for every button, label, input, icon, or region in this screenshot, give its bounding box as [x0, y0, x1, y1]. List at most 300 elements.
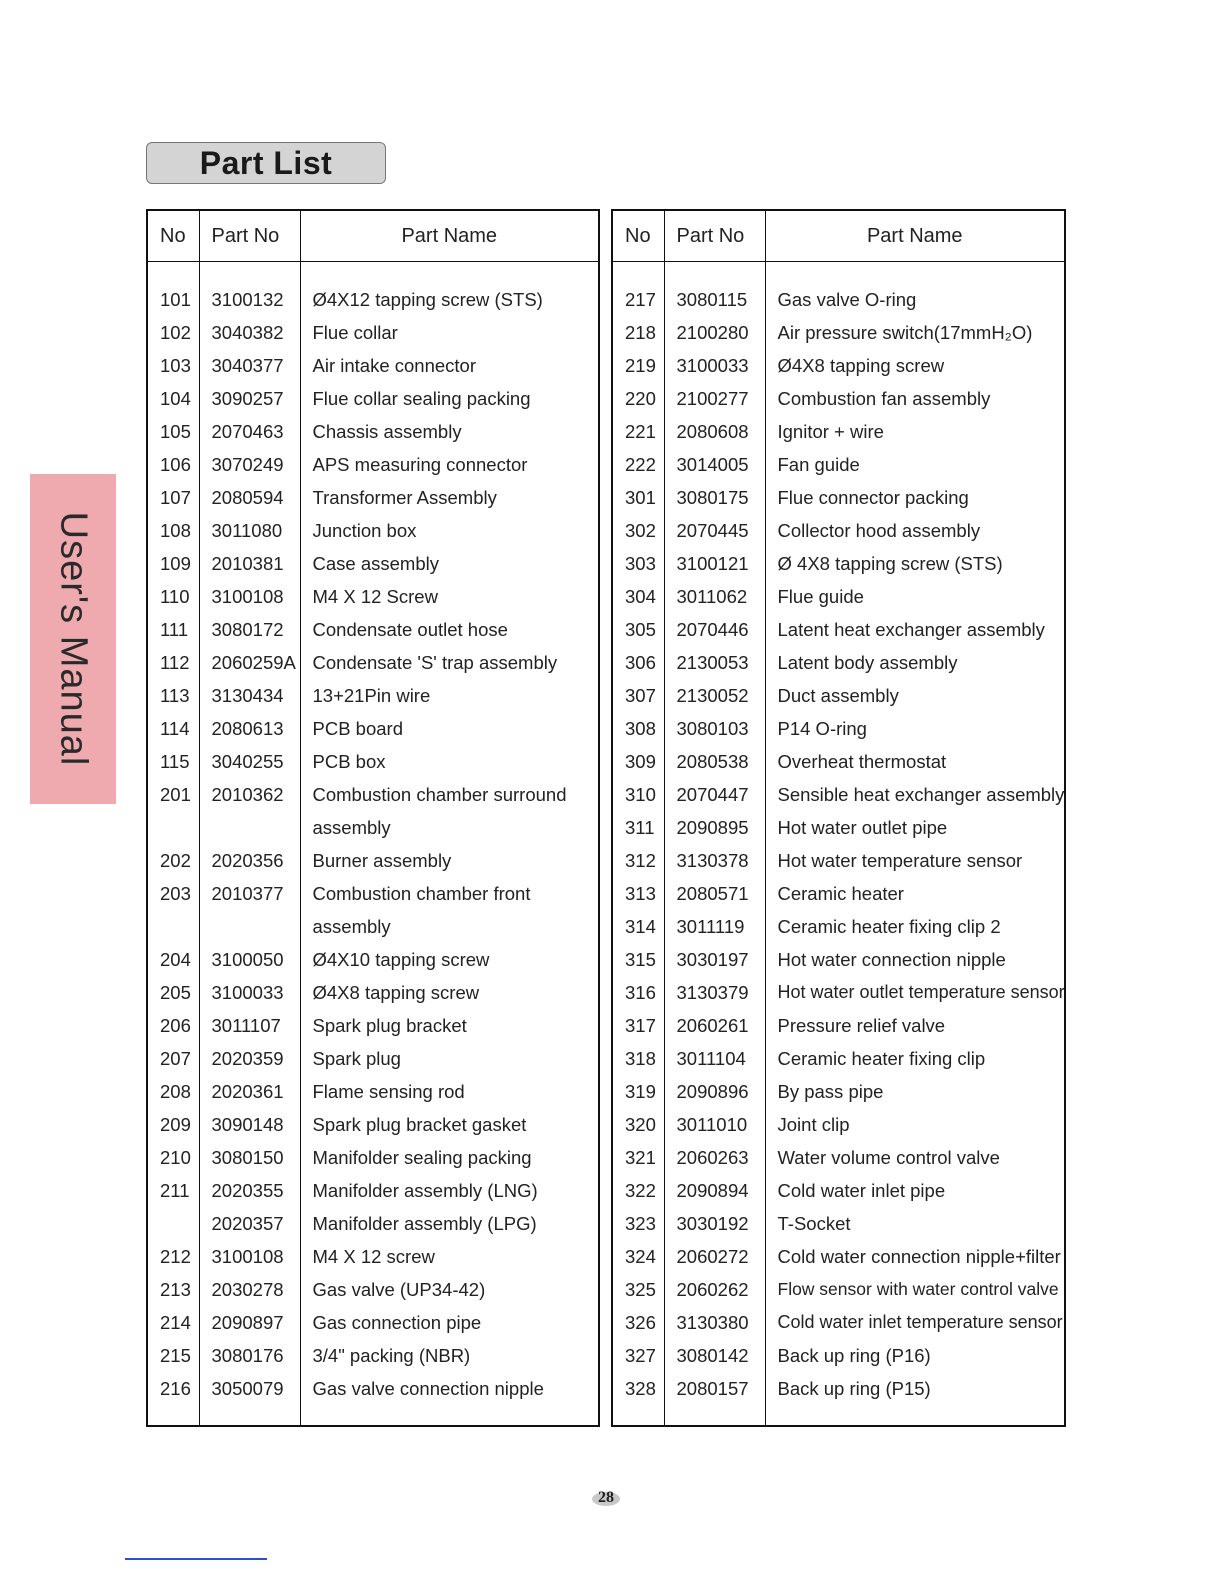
cell-part-no: 2070463 [199, 415, 300, 448]
cell-part-name: Combustion fan assembly [765, 382, 1065, 415]
cell-part-name: Ø4X12 tapping screw (STS) [300, 283, 599, 316]
cell-no: 201 [160, 783, 191, 805]
cell-part-no: 2060263 [664, 1141, 765, 1174]
table-row [612, 844, 1065, 877]
cell-part-no: 3100050 [199, 943, 300, 976]
cell-part-no: 2010377 [199, 877, 300, 910]
cell-part-name: Ignitor + wire [765, 415, 1065, 448]
table-row [612, 349, 1065, 382]
spacer-cell [612, 262, 664, 284]
cell-part-no: 3100033 [664, 349, 765, 382]
cell-part-name: Gas valve O-ring [765, 283, 1065, 316]
cell-part-no: 3100132 [199, 283, 300, 316]
cell-part-no: 3100121 [664, 547, 765, 580]
cell-part-no: 2130052 [664, 679, 765, 712]
cell-no: 107 [160, 486, 191, 508]
cell-no: 216 [160, 1377, 191, 1399]
cell-part-no: 2090894 [664, 1174, 765, 1207]
cell-part-no: 2020355 [199, 1174, 300, 1207]
table-row [147, 613, 599, 646]
cell-no: 208 [160, 1080, 191, 1102]
spacer-cell [664, 262, 765, 284]
cell-part-no: 3040382 [199, 316, 300, 349]
cell-part-name: Burner assembly [300, 844, 599, 877]
cell-part-name: P14 O-ring [765, 712, 1065, 745]
cell-no: 212 [160, 1245, 191, 1267]
cell-part-name: Cold water connection nipple+filter [765, 1240, 1065, 1273]
page-title: Part List [199, 144, 333, 181]
table-row [612, 679, 1065, 712]
cell-no: 206 [160, 1014, 191, 1036]
cell-no: 222 [625, 453, 656, 475]
cell-no [147, 811, 199, 844]
table-row [147, 1306, 599, 1339]
cell-part-no: 3090148 [199, 1108, 300, 1141]
cell-no: 301 [625, 486, 656, 508]
cell-part-name: Spark plug bracket gasket [300, 1108, 599, 1141]
cell-part-no: 3080103 [664, 712, 765, 745]
table-row [612, 1372, 1065, 1405]
filler-cell [199, 1405, 300, 1426]
filler-cell [147, 1405, 199, 1426]
table-row [612, 316, 1065, 349]
table-row [147, 976, 599, 1009]
cell-part-name: Flue guide [765, 580, 1065, 613]
cell-no [147, 1207, 199, 1240]
table-row [147, 679, 599, 712]
cell-part-name: Ceramic heater fixing clip 2 [765, 910, 1065, 943]
cell-part-no: 3011010 [664, 1108, 765, 1141]
cell-no: 204 [160, 948, 191, 970]
cell-part-name: Collector hood assembly [765, 514, 1065, 547]
table-row [612, 778, 1065, 811]
cell-part-name: APS measuring connector [300, 448, 599, 481]
cell-part-name: Gas connection pipe [300, 1306, 599, 1339]
cell-part-no: 3030197 [664, 943, 765, 976]
cell-no: 311 [625, 816, 655, 838]
table-row [612, 943, 1065, 976]
cell-no: 315 [625, 948, 656, 970]
cell-no: 110 [160, 585, 190, 607]
header-part-no: Part No [199, 210, 300, 262]
cell-no: 306 [625, 651, 656, 673]
cell-part-no [199, 811, 300, 844]
cell-part-no: 2060262 [664, 1273, 765, 1306]
cell-part-no: 2010381 [199, 547, 300, 580]
cell-part-no: 3011107 [199, 1009, 300, 1042]
cell-part-name: Hot water temperature sensor [765, 844, 1065, 877]
table-row [612, 547, 1065, 580]
cell-part-no: 2090896 [664, 1075, 765, 1108]
cell-no: 210 [160, 1146, 191, 1168]
cell-no: 220 [625, 387, 656, 409]
table-row [612, 283, 1065, 316]
cell-no: 102 [160, 321, 191, 343]
cell-part-no: 2130053 [664, 646, 765, 679]
cell-part-name: Air pressure switch(17mmH₂O) [765, 316, 1065, 349]
cell-part-name: Flue connector packing [765, 481, 1065, 514]
table-row [612, 976, 1065, 1009]
table-row [612, 712, 1065, 745]
header-part-no: Part No [664, 210, 765, 262]
table-row [612, 877, 1065, 910]
table-row [612, 1075, 1065, 1108]
cell-no: 312 [625, 849, 656, 871]
page-number [588, 1487, 624, 1509]
table-row [147, 481, 599, 514]
filler-cell [612, 1405, 664, 1426]
cell-part-name: Water volume control valve [765, 1141, 1065, 1174]
table-row [612, 1339, 1065, 1372]
cell-part-name: Joint clip [765, 1108, 1065, 1141]
cell-part-name: Cold water inlet temperature sensor [765, 1306, 1065, 1339]
cell-no: 211 [160, 1179, 190, 1201]
cell-part-no: 3090257 [199, 382, 300, 415]
table-row [612, 1108, 1065, 1141]
cell-no: 308 [625, 717, 656, 739]
cell-no: 111 [160, 618, 189, 640]
cell-part-no: 3011119 [664, 910, 765, 943]
cell-part-no: 3011062 [664, 580, 765, 613]
table-row [612, 1009, 1065, 1042]
cell-no [147, 910, 199, 943]
cell-part-name: PCB box [300, 745, 599, 778]
cell-part-no: 2060272 [664, 1240, 765, 1273]
table-row [612, 415, 1065, 448]
cell-part-name: Manifolder assembly (LPG) [300, 1207, 599, 1240]
table-row [612, 1042, 1065, 1075]
spacer-cell [147, 262, 199, 284]
cell-part-name: assembly [300, 910, 599, 943]
cell-no: 309 [625, 750, 656, 772]
bottom-rule [125, 1558, 267, 1560]
spacer-cell [300, 262, 599, 284]
cell-no: 106 [160, 453, 191, 475]
cell-no: 303 [625, 552, 656, 574]
cell-no: 314 [625, 915, 656, 937]
cell-part-no: 2100277 [664, 382, 765, 415]
side-tab-label: User's Manual [52, 511, 95, 767]
cell-part-name: Condensate outlet hose [300, 613, 599, 646]
cell-part-no: 2020361 [199, 1075, 300, 1108]
cell-part-no: 2060261 [664, 1009, 765, 1042]
cell-no: 215 [160, 1344, 191, 1366]
cell-part-name: Spark plug [300, 1042, 599, 1075]
cell-part-no: 2020356 [199, 844, 300, 877]
table-row [147, 349, 599, 382]
table-row [612, 910, 1065, 943]
cell-part-name: M4 X 12 screw [300, 1240, 599, 1273]
cell-no: 324 [625, 1245, 656, 1267]
cell-part-no: 3130380 [664, 1306, 765, 1339]
cell-no: 325 [625, 1278, 656, 1300]
cell-part-name: Chassis assembly [300, 415, 599, 448]
table-row [147, 1042, 599, 1075]
cell-part-no: 3080175 [664, 481, 765, 514]
cell-part-name: PCB board [300, 712, 599, 745]
cell-part-name: assembly [300, 811, 599, 844]
table-row [147, 1075, 599, 1108]
table-row [612, 745, 1065, 778]
table-row [612, 1174, 1065, 1207]
table-row [147, 877, 599, 910]
cell-part-no: 3100108 [199, 1240, 300, 1273]
cell-part-no: 3080176 [199, 1339, 300, 1372]
cell-no: 328 [625, 1377, 656, 1399]
cell-no: 103 [160, 354, 191, 376]
table-row [612, 580, 1065, 613]
cell-no: 313 [625, 882, 656, 904]
cell-no: 115 [160, 750, 190, 772]
cell-no: 321 [625, 1146, 656, 1168]
cell-no: 323 [625, 1212, 656, 1234]
header-part-name: Part Name [765, 210, 1065, 262]
cell-part-name: Ø4X10 tapping screw [300, 943, 599, 976]
cell-part-no: 2020357 [199, 1207, 300, 1240]
cell-no: 109 [160, 552, 191, 574]
cell-part-name: Flame sensing rod [300, 1075, 599, 1108]
header-no: No [612, 210, 664, 262]
cell-part-name: Back up ring (P15) [765, 1372, 1065, 1405]
cell-no: 205 [160, 981, 191, 1003]
table-row [147, 811, 599, 844]
table-row [147, 1174, 599, 1207]
filler-cell [765, 1405, 1065, 1426]
cell-part-no: 2070445 [664, 514, 765, 547]
parts-table-left [146, 209, 600, 1427]
cell-part-no: 2090897 [199, 1306, 300, 1339]
cell-no: 310 [625, 783, 656, 805]
table-row [147, 1273, 599, 1306]
cell-part-no: 2090895 [664, 811, 765, 844]
cell-part-name: Spark plug bracket [300, 1009, 599, 1042]
cell-part-name: Flue collar [300, 316, 599, 349]
cell-part-name: Transformer Assembly [300, 481, 599, 514]
cell-part-name: Manifolder sealing packing [300, 1141, 599, 1174]
cell-part-no: 2070446 [664, 613, 765, 646]
cell-part-name: Hot water connection nipple [765, 943, 1065, 976]
users-manual-side-tab [30, 474, 116, 804]
cell-no: 218 [625, 321, 656, 343]
cell-part-name: Cold water inlet pipe [765, 1174, 1065, 1207]
cell-part-no: 2060259A [199, 646, 300, 679]
spacer-row [612, 262, 1065, 284]
cell-part-no: 3011080 [199, 514, 300, 547]
cell-no: 327 [625, 1344, 656, 1366]
cell-part-no: 3080115 [664, 283, 765, 316]
filler-row [612, 1405, 1065, 1426]
table-row [147, 382, 599, 415]
cell-no: 203 [160, 882, 191, 904]
cell-no: 101 [160, 288, 191, 310]
cell-part-no: 2100280 [664, 316, 765, 349]
table-row [612, 1240, 1065, 1273]
cell-no: 112 [160, 651, 190, 673]
cell-part-name: Ø 4X8 tapping screw (STS) [765, 547, 1065, 580]
cell-part-no: 3011104 [664, 1042, 765, 1075]
cell-part-name: Hot water outlet temperature sensor [765, 976, 1065, 1009]
table-row [147, 646, 599, 679]
cell-part-no: 2010362 [199, 778, 300, 811]
cell-part-name: Flow sensor with water control valve [765, 1273, 1065, 1306]
table-row [612, 448, 1065, 481]
part-list-title-box [146, 142, 386, 184]
table-row [147, 1207, 599, 1240]
cell-no: 105 [160, 420, 191, 442]
cell-part-name: Flue collar sealing packing [300, 382, 599, 415]
cell-part-name: Combustion chamber surround [300, 778, 599, 811]
cell-part-name: Junction box [300, 514, 599, 547]
table-row [147, 580, 599, 613]
cell-part-no: 3040377 [199, 349, 300, 382]
cell-no: 213 [160, 1278, 191, 1300]
table-row [147, 844, 599, 877]
cell-part-no: 3100033 [199, 976, 300, 1009]
cell-part-no: 2020359 [199, 1042, 300, 1075]
table-row [147, 1009, 599, 1042]
cell-part-name: Back up ring (P16) [765, 1339, 1065, 1372]
cell-part-name: 3/4" packing (NBR) [300, 1339, 599, 1372]
cell-no: 307 [625, 684, 656, 706]
cell-part-no [199, 910, 300, 943]
cell-no: 326 [625, 1311, 656, 1333]
cell-part-name: M4 X 12 Screw [300, 580, 599, 613]
cell-part-name: Condensate 'S' trap assembly [300, 646, 599, 679]
cell-part-name: Case assembly [300, 547, 599, 580]
cell-part-name: By pass pipe [765, 1075, 1065, 1108]
cell-part-name: Fan guide [765, 448, 1065, 481]
cell-no: 217 [625, 288, 656, 310]
table-row [612, 382, 1065, 415]
table-row [612, 481, 1065, 514]
table-row [147, 547, 599, 580]
cell-no: 318 [625, 1047, 656, 1069]
cell-part-no: 2080538 [664, 745, 765, 778]
cell-part-name: Latent body assembly [765, 646, 1065, 679]
cell-no: 202 [160, 849, 191, 871]
table-row [147, 1372, 599, 1405]
table-row [612, 1141, 1065, 1174]
table-row [147, 1339, 599, 1372]
cell-no: 317 [625, 1014, 656, 1036]
filler-row [147, 1405, 599, 1426]
cell-no: 302 [625, 519, 656, 541]
cell-no: 214 [160, 1311, 191, 1333]
cell-part-name: 13+21Pin wire [300, 679, 599, 712]
cell-part-name: Manifolder assembly (LNG) [300, 1174, 599, 1207]
cell-no: 305 [625, 618, 656, 640]
cell-part-no: 2080571 [664, 877, 765, 910]
cell-part-no: 2030278 [199, 1273, 300, 1306]
cell-part-name: Duct assembly [765, 679, 1065, 712]
cell-no: 320 [625, 1113, 656, 1135]
cell-part-no: 2080608 [664, 415, 765, 448]
table-row [147, 283, 599, 316]
cell-part-no: 3130378 [664, 844, 765, 877]
cell-part-no: 2080594 [199, 481, 300, 514]
header-no: No [147, 210, 199, 262]
cell-no: 319 [625, 1080, 656, 1102]
cell-no: 209 [160, 1113, 191, 1135]
table-row [612, 646, 1065, 679]
cell-part-no: 3030192 [664, 1207, 765, 1240]
table-row [612, 1306, 1065, 1339]
cell-part-no: 3040255 [199, 745, 300, 778]
table-row [612, 613, 1065, 646]
cell-part-name: Air intake connector [300, 349, 599, 382]
cell-part-no: 3080142 [664, 1339, 765, 1372]
table-row [147, 778, 599, 811]
table-row [147, 1141, 599, 1174]
table-row [147, 415, 599, 448]
cell-part-no: 3050079 [199, 1372, 300, 1405]
cell-part-name: Ø4X8 tapping screw [765, 349, 1065, 382]
table-row [147, 943, 599, 976]
table-row [147, 712, 599, 745]
cell-part-name: Sensible heat exchanger assembly [765, 778, 1065, 811]
cell-part-name: Gas valve (UP34-42) [300, 1273, 599, 1306]
cell-part-name: Hot water outlet pipe [765, 811, 1065, 844]
filler-cell [300, 1405, 599, 1426]
cell-no: 219 [625, 354, 656, 376]
table-row [147, 910, 599, 943]
cell-no: 104 [160, 387, 191, 409]
spacer-cell [199, 262, 300, 284]
page-number-label: 28 [598, 1489, 614, 1506]
cell-no: 114 [160, 717, 190, 739]
cell-part-no: 3070249 [199, 448, 300, 481]
table-row [147, 448, 599, 481]
cell-part-no: 3080150 [199, 1141, 300, 1174]
cell-part-name: Combustion chamber front [300, 877, 599, 910]
cell-part-name: Pressure relief valve [765, 1009, 1065, 1042]
cell-part-name: Gas valve connection nipple [300, 1372, 599, 1405]
table-row [147, 745, 599, 778]
table-row [612, 514, 1065, 547]
cell-no: 322 [625, 1179, 656, 1201]
cell-part-no: 3130379 [664, 976, 765, 1009]
parts-table-right [611, 209, 1066, 1427]
cell-no: 113 [160, 684, 190, 706]
cell-part-no: 3014005 [664, 448, 765, 481]
cell-part-no: 3130434 [199, 679, 300, 712]
cell-part-no: 2070447 [664, 778, 765, 811]
cell-part-name: Ceramic heater fixing clip [765, 1042, 1065, 1075]
table-row [147, 1108, 599, 1141]
table-row [612, 811, 1065, 844]
cell-part-name: Latent heat exchanger assembly [765, 613, 1065, 646]
cell-part-no: 3100108 [199, 580, 300, 613]
header-part-name: Part Name [300, 210, 599, 262]
cell-no: 221 [625, 420, 656, 442]
cell-no: 108 [160, 519, 191, 541]
table-row [147, 514, 599, 547]
cell-part-no: 2080613 [199, 712, 300, 745]
cell-part-name: Overheat thermostat [765, 745, 1065, 778]
cell-part-name: Ø4X8 tapping screw [300, 976, 599, 1009]
cell-no: 316 [625, 981, 656, 1003]
spacer-cell [765, 262, 1065, 284]
spacer-row [147, 262, 599, 284]
table-row [612, 1207, 1065, 1240]
cell-part-no: 3080172 [199, 613, 300, 646]
table-row [147, 1240, 599, 1273]
cell-part-name: Ceramic heater [765, 877, 1065, 910]
table-row [147, 316, 599, 349]
filler-cell [664, 1405, 765, 1426]
cell-no: 304 [625, 585, 656, 607]
cell-part-no: 2080157 [664, 1372, 765, 1405]
